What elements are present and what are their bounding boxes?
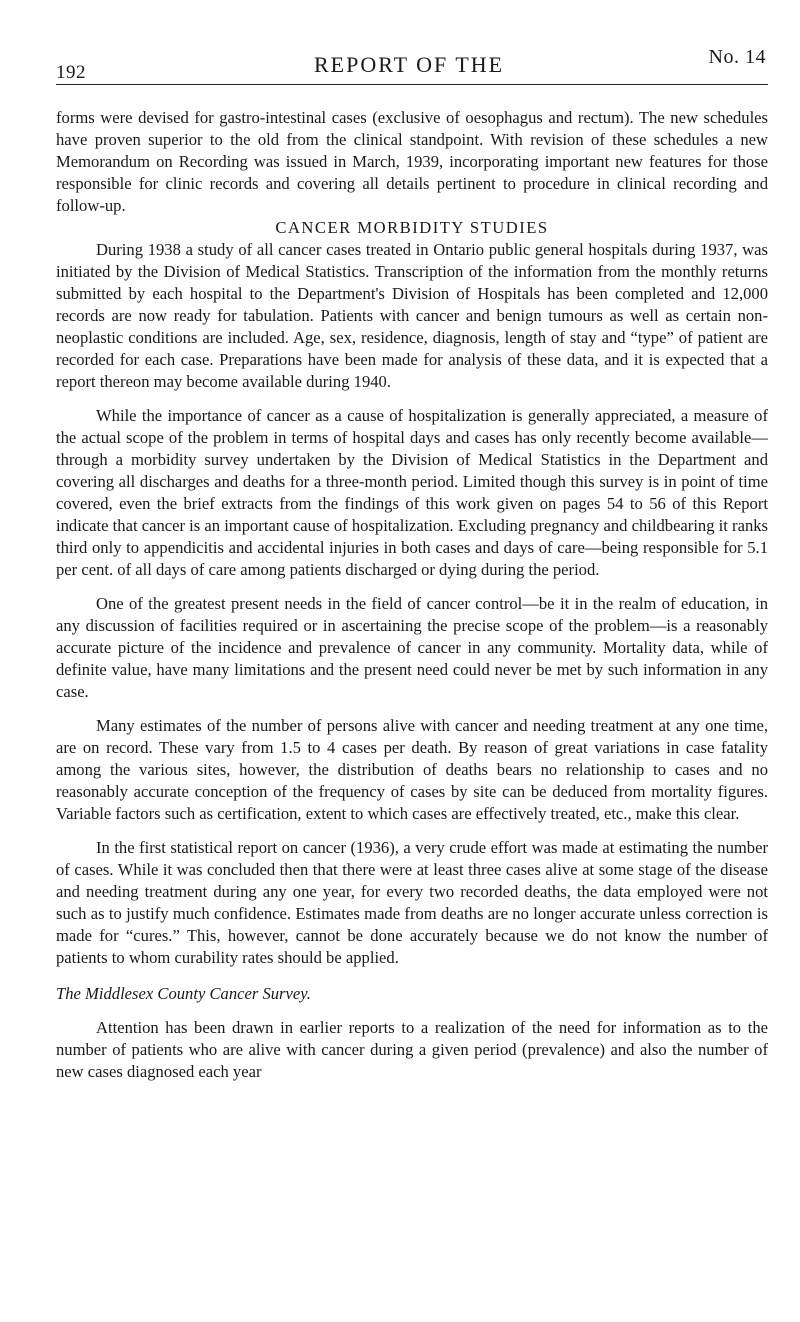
running-title: REPORT OF THE: [314, 52, 505, 77]
section-heading: CANCER MORBIDITY STUDIES: [275, 218, 549, 237]
paragraph-estimates: Many estimates of the number of persons alive with cancer and needing treatment at any one time, are on record. These vary from 1.5 to 4 cases per death. By reason of great variations in case fatality among the various sites, however, the distribution of deaths bears no relationship to cases and no reasonably accurate conception of the frequency of cases by site can be deduced from mortality figures. Variable factors such as certification, extent to which cases are effectively treated, etc., make this clear.: [56, 716, 768, 823]
paragraph-attention: Attention has been drawn in earlier reports to a realization of the need for information as to the number of patients who are alive with cancer during a given period (prevalence) and also the number of new cases diagnosed each year: [56, 1018, 768, 1081]
issue-number: No. 14: [708, 46, 766, 68]
paragraph-hospitalization: While the importance of cancer as a cause of hospitalization is generally appreciated, a measure of the actual scope of the problem in terms of hospital days and cases has only recently become available—through a morbidity survey undertaken by the Division of Medical Statistics in the Department and covering all discharges and deaths for a three-month period. Limited though this survey is in point of time covered, even the brief extracts from the findings of this work given on pages 54 to 56 of this Report indicate that cancer is an important cause of hospitalization. Excluding pregnancy and childbearing it ranks third only to appendicitis and accidental injuries in both cases and days of care—being responsible for 5.1 per cent. of all days of care among patients discharged or dying during the period.: [56, 406, 768, 579]
paragraph-cancer-study: During 1938 a study of all cancer cases treated in Ontario public general hospitals during 1937, was initiated by the Division of Medical Statistics. Transcription of the information from the monthly returns submitted by each hospital to the Department's Division of Hospitals has been completed and 12,000 records are now ready for tabulation. Patients with cancer and benign tumours as well as certain non-neoplastic conditions are included. Age, sex, residence, diagnosis, length of stay and “type” of patient are recorded for each case. Preparations have been made for analysis of these data, and it is expected that a report thereon may become available during 1940.: [56, 240, 768, 391]
page-header: [56, 44, 768, 85]
paragraph-continued: forms were devised for gastro-intestinal cases (exclusive of oesophagus and rectum). The new schedules have proven superior to the old from the clinical standpoint. With revision of these schedules a new Memorandum on Recording was issued in March, 1939, incorporating important new features for those responsible for clinic records and covering all details pertinent to procedure in clinical recording and follow-up.: [56, 108, 768, 215]
subheading-middlesex-survey: The Middlesex County Cancer Survey.: [56, 984, 311, 1003]
page-number: 192: [56, 62, 86, 83]
document-page: [56, 44, 768, 1083]
paragraph-first-report: In the first statistical report on cancer (1936), a very crude effort was made at estimating the number of cases. While it was concluded then that there were at least three cases alive at some stage of the disease and needing treatment during any one year, for every two recorded deaths, the data employed were not such as to justify much confidence. Estimates made from deaths are no longer accurate unless correction is made for “cures.” This, however, cannot be done accurately because we do not know the number of patients to whom curability rates should be applied.: [56, 838, 768, 967]
paragraph-greatest-needs: One of the greatest present needs in the field of cancer control—be it in the realm of education, in any discussion of facilities required or in ascertaining the precise scope of the problem—is a reasonably accurate picture of the incidence and prevalence of cancer in any community. Mortality data, while of definite value, have many limitations and the present need could never be met by such information in any case.: [56, 594, 768, 701]
document-body: [56, 107, 768, 1083]
